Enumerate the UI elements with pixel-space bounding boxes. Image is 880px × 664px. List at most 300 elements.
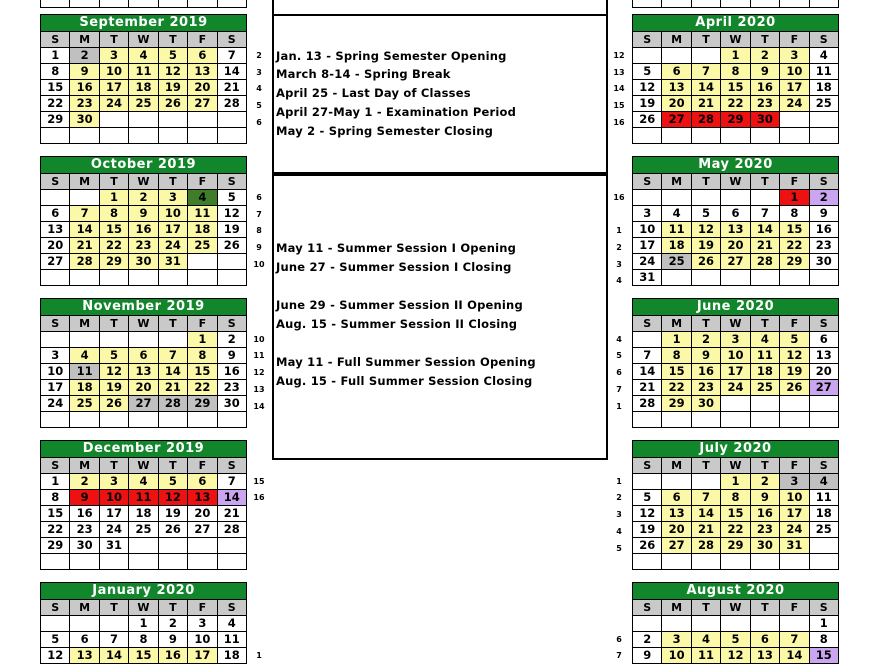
day-cell: 21 — [217, 80, 246, 96]
day-cell: 18 — [217, 648, 246, 664]
day-cell: 7 — [70, 206, 99, 222]
day-cell: 6 — [750, 632, 779, 648]
day-cell — [750, 270, 779, 286]
calendar-august-2020 — [632, 582, 839, 664]
weekday-header: M — [662, 316, 691, 332]
week-number: 16 — [613, 193, 625, 202]
calendar-partial-left — [40, 0, 247, 8]
day-cell: 13 — [750, 648, 779, 664]
weekday-header: S — [809, 32, 838, 48]
day-cell: 21 — [217, 506, 246, 522]
week-number: 1 — [616, 402, 622, 411]
day-cell: 3 — [721, 332, 750, 348]
day-cell: 30 — [809, 254, 838, 270]
day-cell — [188, 0, 217, 8]
day-cell: 21 — [158, 380, 187, 396]
week-number: 10 — [253, 260, 265, 269]
month-title: May 2020 — [632, 156, 839, 173]
day-cell: 7 — [158, 348, 187, 364]
day-cell: 15 — [129, 648, 158, 664]
day-cell — [158, 270, 187, 286]
calendar-grid — [40, 599, 247, 664]
day-cell — [188, 254, 217, 270]
day-cell: 9 — [70, 64, 99, 80]
day-cell: 23 — [70, 522, 99, 538]
day-cell — [721, 0, 750, 8]
day-cell: 5 — [41, 632, 70, 648]
week-number: 3 — [256, 68, 262, 77]
day-cell: 5 — [158, 48, 187, 64]
day-cell: 17 — [99, 80, 128, 96]
weekday-header: W — [721, 458, 750, 474]
day-cell: 3 — [633, 206, 662, 222]
day-cell — [691, 474, 720, 490]
week-number: 2 — [616, 493, 622, 502]
weekday-header: T — [99, 600, 128, 616]
day-cell: 23 — [70, 96, 99, 112]
day-cell — [158, 332, 187, 348]
event-exam-period: April 27-May 1 - Examination Period — [276, 105, 517, 119]
day-cell — [99, 554, 128, 570]
week-row — [633, 238, 839, 254]
day-cell: 23 — [691, 380, 720, 396]
calendar-grid — [40, 0, 247, 8]
day-cell: 21 — [70, 238, 99, 254]
month-title: December 2019 — [40, 440, 247, 457]
week-row — [41, 128, 247, 144]
day-cell: 19 — [217, 222, 246, 238]
day-cell: 2 — [750, 48, 779, 64]
weekday-header: S — [633, 600, 662, 616]
weekday-header: F — [188, 316, 217, 332]
day-cell — [217, 112, 246, 128]
week-number: 4 — [616, 276, 622, 285]
week-row — [41, 48, 247, 64]
day-cell: 23 — [809, 238, 838, 254]
day-cell: 14 — [691, 506, 720, 522]
day-cell: 11 — [691, 648, 720, 664]
day-cell — [99, 128, 128, 144]
day-cell: 9 — [217, 348, 246, 364]
day-cell: 27 — [809, 380, 838, 396]
day-cell: 30 — [129, 254, 158, 270]
day-cell — [662, 128, 691, 144]
weekday-header: M — [662, 458, 691, 474]
week-number: 4 — [256, 84, 262, 93]
day-cell: 8 — [780, 206, 809, 222]
day-cell: 13 — [188, 64, 217, 80]
week-row — [633, 616, 839, 632]
event-summer-2-closing: Aug. 15 - Summer Session II Closing — [276, 317, 518, 331]
day-cell: 12 — [217, 206, 246, 222]
weekday-header: T — [158, 600, 187, 616]
day-cell: 19 — [691, 238, 720, 254]
day-cell — [809, 112, 838, 128]
day-cell — [633, 412, 662, 428]
day-cell: 25 — [809, 522, 838, 538]
day-cell: 6 — [188, 474, 217, 490]
day-cell — [217, 554, 246, 570]
day-cell: 10 — [780, 64, 809, 80]
day-cell: 16 — [750, 80, 779, 96]
week-row — [633, 0, 839, 8]
day-cell: 8 — [721, 490, 750, 506]
day-cell: 9 — [750, 490, 779, 506]
day-cell: 20 — [809, 364, 838, 380]
weekday-header: M — [70, 174, 99, 190]
weekday-header: M — [70, 600, 99, 616]
day-cell: 13 — [188, 490, 217, 506]
day-cell — [633, 616, 662, 632]
calendar-june-2020 — [632, 298, 839, 428]
day-cell: 14 — [70, 222, 99, 238]
day-cell: 3 — [188, 616, 217, 632]
day-cell — [41, 0, 70, 8]
day-cell: 24 — [41, 396, 70, 412]
day-cell — [691, 190, 720, 206]
day-cell: 11 — [809, 64, 838, 80]
weekday-header: F — [780, 174, 809, 190]
day-cell — [750, 412, 779, 428]
day-cell — [129, 412, 158, 428]
week-row — [41, 396, 247, 412]
day-cell — [780, 128, 809, 144]
day-cell: 27 — [662, 538, 691, 554]
day-cell: 20 — [129, 380, 158, 396]
day-cell — [129, 332, 158, 348]
weekday-header-row — [41, 458, 247, 474]
day-cell: 10 — [633, 222, 662, 238]
week-row — [633, 128, 839, 144]
day-cell: 1 — [809, 616, 838, 632]
weekday-header: S — [809, 600, 838, 616]
day-cell: 18 — [70, 380, 99, 396]
day-cell: 3 — [158, 190, 187, 206]
calendar-grid — [40, 173, 247, 286]
day-cell: 30 — [70, 538, 99, 554]
week-row — [633, 332, 839, 348]
day-cell: 8 — [41, 490, 70, 506]
day-cell: 16 — [809, 222, 838, 238]
day-cell — [809, 128, 838, 144]
day-cell: 13 — [70, 648, 99, 664]
day-cell — [41, 190, 70, 206]
day-cell: 14 — [158, 364, 187, 380]
week-row — [633, 80, 839, 96]
day-cell: 7 — [691, 490, 720, 506]
day-cell: 12 — [691, 222, 720, 238]
day-cell: 7 — [633, 348, 662, 364]
day-cell: 9 — [70, 490, 99, 506]
day-cell: 4 — [691, 632, 720, 648]
day-cell — [662, 616, 691, 632]
day-cell: 20 — [188, 80, 217, 96]
day-cell: 24 — [633, 254, 662, 270]
weekday-header: F — [188, 458, 217, 474]
weekday-header: S — [633, 458, 662, 474]
weekday-header: S — [633, 32, 662, 48]
weekday-header-row — [41, 316, 247, 332]
day-cell — [633, 554, 662, 570]
day-cell: 8 — [721, 64, 750, 80]
day-cell: 13 — [809, 348, 838, 364]
day-cell: 26 — [633, 112, 662, 128]
day-cell: 8 — [129, 632, 158, 648]
weekday-header: F — [780, 458, 809, 474]
day-cell — [662, 554, 691, 570]
week-number: 1 — [616, 226, 622, 235]
week-row — [41, 632, 247, 648]
week-row — [633, 648, 839, 664]
calendar-april-2020 — [632, 14, 839, 144]
day-cell — [780, 270, 809, 286]
day-cell: 26 — [633, 538, 662, 554]
day-cell — [41, 554, 70, 570]
day-cell: 24 — [780, 522, 809, 538]
calendar-grid — [40, 457, 247, 570]
day-cell: 3 — [41, 348, 70, 364]
day-cell — [129, 112, 158, 128]
week-row — [41, 270, 247, 286]
day-cell: 11 — [662, 222, 691, 238]
day-cell: 1 — [662, 332, 691, 348]
week-row — [41, 206, 247, 222]
week-number: 2 — [616, 243, 622, 252]
day-cell: 12 — [158, 64, 187, 80]
calendar-grid — [40, 31, 247, 144]
week-number: 10 — [253, 335, 265, 344]
day-cell: 20 — [662, 96, 691, 112]
day-cell: 11 — [129, 64, 158, 80]
week-number: 14 — [613, 84, 625, 93]
weekday-header: T — [158, 174, 187, 190]
day-cell — [662, 474, 691, 490]
day-cell: 7 — [750, 206, 779, 222]
day-cell: 4 — [188, 190, 217, 206]
day-cell — [217, 254, 246, 270]
month-title: July 2020 — [632, 440, 839, 457]
day-cell: 12 — [633, 80, 662, 96]
week-row — [41, 222, 247, 238]
day-cell: 26 — [99, 396, 128, 412]
day-cell: 10 — [188, 632, 217, 648]
day-cell: 15 — [99, 222, 128, 238]
weekday-header: S — [217, 458, 246, 474]
week-row — [41, 538, 247, 554]
day-cell — [129, 538, 158, 554]
day-cell: 20 — [721, 238, 750, 254]
day-cell — [691, 0, 720, 8]
day-cell: 8 — [99, 206, 128, 222]
week-row — [633, 490, 839, 506]
day-cell — [41, 270, 70, 286]
weekday-header: T — [158, 316, 187, 332]
day-cell: 23 — [750, 522, 779, 538]
day-cell: 21 — [633, 380, 662, 396]
day-cell: 2 — [217, 332, 246, 348]
day-cell: 29 — [780, 254, 809, 270]
day-cell: 31 — [99, 538, 128, 554]
day-cell: 17 — [41, 380, 70, 396]
weekday-header-row — [633, 458, 839, 474]
week-row — [41, 96, 247, 112]
day-cell: 8 — [662, 348, 691, 364]
week-number: 7 — [256, 210, 262, 219]
weekday-header: S — [809, 174, 838, 190]
week-row — [41, 474, 247, 490]
day-cell: 6 — [41, 206, 70, 222]
day-cell: 6 — [721, 206, 750, 222]
day-cell — [70, 270, 99, 286]
weekday-header: S — [41, 316, 70, 332]
week-number: 5 — [616, 544, 622, 553]
day-cell — [809, 554, 838, 570]
day-cell: 1 — [41, 48, 70, 64]
day-cell: 22 — [41, 522, 70, 538]
day-cell: 1 — [99, 190, 128, 206]
day-cell: 7 — [691, 64, 720, 80]
weekday-header: F — [780, 316, 809, 332]
day-cell — [99, 412, 128, 428]
weekday-header: W — [129, 316, 158, 332]
day-cell: 16 — [70, 80, 99, 96]
event-spring-break: March 8-14 - Spring Break — [276, 67, 451, 81]
week-row — [633, 506, 839, 522]
day-cell: 25 — [662, 254, 691, 270]
day-cell: 2 — [809, 190, 838, 206]
day-cell: 29 — [99, 254, 128, 270]
week-row — [41, 348, 247, 364]
weekday-header: T — [99, 32, 128, 48]
week-number: 6 — [616, 368, 622, 377]
day-cell: 27 — [662, 112, 691, 128]
day-cell: 26 — [158, 96, 187, 112]
day-cell: 5 — [780, 332, 809, 348]
day-cell: 29 — [188, 396, 217, 412]
week-row — [41, 648, 247, 664]
weekday-header: S — [217, 600, 246, 616]
day-cell: 17 — [780, 506, 809, 522]
weekday-header: T — [158, 458, 187, 474]
event-summer-1-closing: June 27 - Summer Session I Closing — [276, 260, 512, 274]
day-cell: 4 — [750, 332, 779, 348]
day-cell: 5 — [633, 490, 662, 506]
day-cell — [691, 554, 720, 570]
day-cell — [188, 112, 217, 128]
calendar-grid — [632, 457, 839, 570]
day-cell: 9 — [129, 206, 158, 222]
weekday-header: M — [70, 32, 99, 48]
day-cell — [691, 412, 720, 428]
day-cell: 24 — [780, 96, 809, 112]
day-cell: 14 — [691, 80, 720, 96]
day-cell: 11 — [750, 348, 779, 364]
weekday-header: T — [691, 32, 720, 48]
day-cell: 22 — [41, 96, 70, 112]
day-cell: 20 — [41, 238, 70, 254]
weekday-header: T — [99, 316, 128, 332]
weekday-header: T — [750, 316, 779, 332]
day-cell: 17 — [158, 222, 187, 238]
day-cell: 28 — [70, 254, 99, 270]
day-cell: 15 — [662, 364, 691, 380]
day-cell — [158, 538, 187, 554]
week-row — [41, 112, 247, 128]
day-cell: 14 — [633, 364, 662, 380]
day-cell: 25 — [750, 380, 779, 396]
week-row — [41, 0, 247, 8]
week-row — [633, 48, 839, 64]
day-cell: 30 — [750, 538, 779, 554]
day-cell: 27 — [188, 96, 217, 112]
day-cell: 19 — [158, 506, 187, 522]
day-cell — [750, 616, 779, 632]
day-cell — [70, 190, 99, 206]
day-cell: 3 — [780, 48, 809, 64]
day-cell — [99, 332, 128, 348]
day-cell: 24 — [99, 96, 128, 112]
day-cell: 12 — [721, 648, 750, 664]
day-cell: 3 — [99, 474, 128, 490]
calendar-september-2019 — [40, 14, 247, 144]
week-row — [633, 190, 839, 206]
day-cell: 20 — [188, 506, 217, 522]
weekday-header: W — [721, 600, 750, 616]
week-row — [41, 190, 247, 206]
month-title: September 2019 — [40, 14, 247, 31]
day-cell: 19 — [158, 80, 187, 96]
month-title: November 2019 — [40, 298, 247, 315]
day-cell: 8 — [188, 348, 217, 364]
event-spring-closing: May 2 - Spring Semester Closing — [276, 124, 494, 138]
day-cell: 24 — [721, 380, 750, 396]
weekday-header: S — [809, 316, 838, 332]
week-row — [633, 222, 839, 238]
day-cell: 3 — [99, 48, 128, 64]
day-cell: 1 — [129, 616, 158, 632]
week-row — [633, 64, 839, 80]
day-cell: 24 — [99, 522, 128, 538]
calendar-grid — [632, 31, 839, 144]
week-number: 4 — [616, 335, 622, 344]
week-row — [633, 554, 839, 570]
day-cell — [691, 128, 720, 144]
week-number: 1 — [256, 651, 262, 660]
week-number: 8 — [256, 226, 262, 235]
day-cell: 23 — [129, 238, 158, 254]
weekday-header: W — [721, 174, 750, 190]
day-cell: 4 — [662, 206, 691, 222]
weekday-header: M — [70, 316, 99, 332]
summer-events-box — [272, 172, 608, 460]
day-cell: 2 — [750, 474, 779, 490]
day-cell: 15 — [721, 506, 750, 522]
day-cell — [721, 128, 750, 144]
calendar-december-2019 — [40, 440, 247, 570]
day-cell: 9 — [809, 206, 838, 222]
day-cell: 22 — [99, 238, 128, 254]
day-cell: 6 — [188, 48, 217, 64]
day-cell: 11 — [188, 206, 217, 222]
day-cell — [217, 412, 246, 428]
day-cell: 29 — [721, 112, 750, 128]
day-cell: 16 — [691, 364, 720, 380]
week-row — [633, 206, 839, 222]
week-row — [41, 254, 247, 270]
week-number: 15 — [613, 101, 625, 110]
day-cell — [99, 0, 128, 8]
event-spring-opening: Jan. 13 - Spring Semester Opening — [276, 49, 507, 63]
